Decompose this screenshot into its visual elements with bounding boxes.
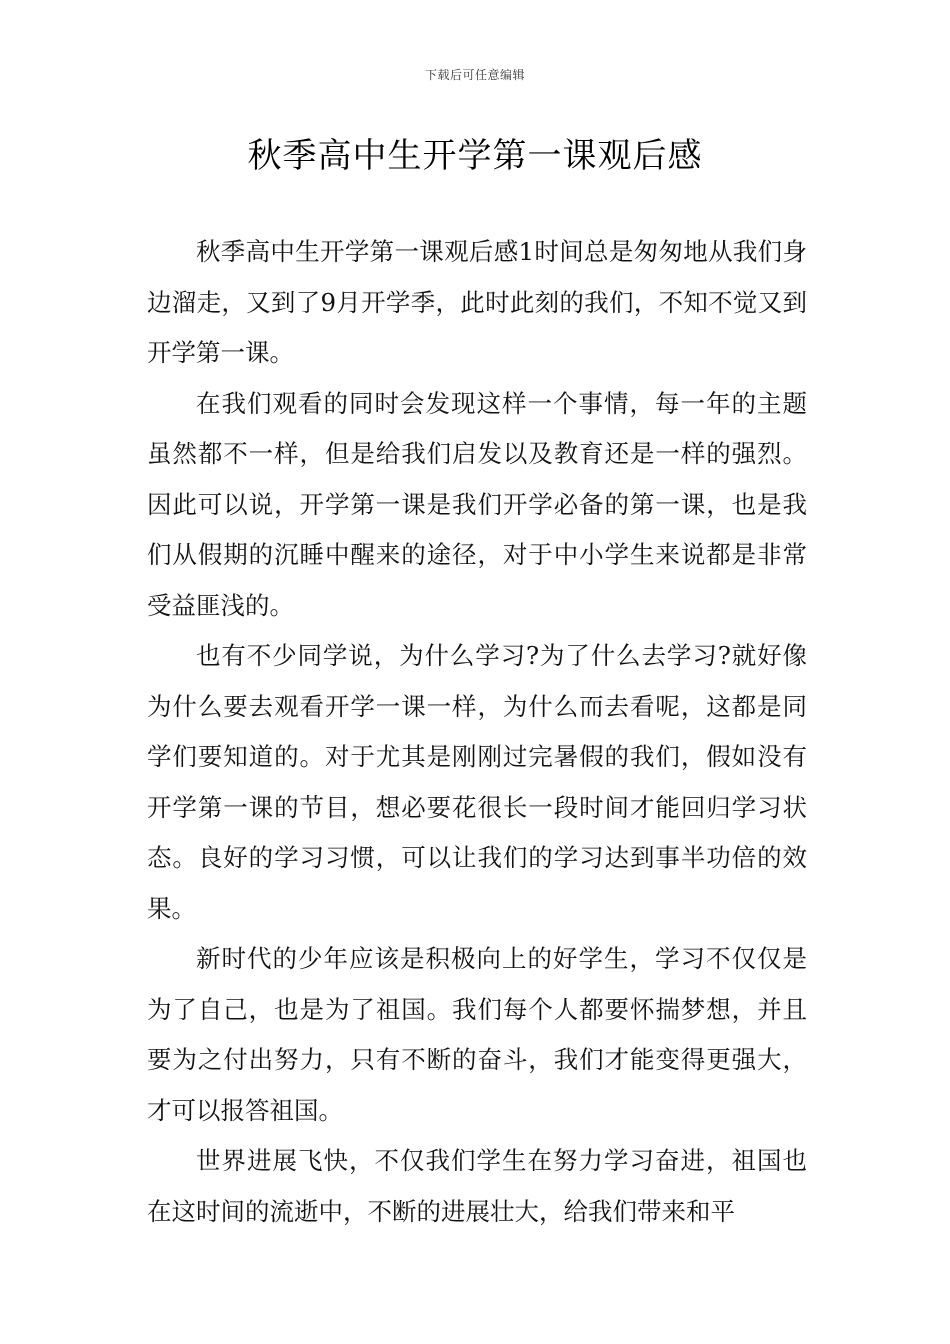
header-note: 下载后可任意编辑 — [424, 68, 525, 82]
document-title: 秋季高中生开学第一课观后感 — [247, 136, 703, 176]
paragraph: 在我们观看的同时会发现这样一个事情，每一年的主题虽然都不一样，但是给我们启发以及教育还是一样的强烈。因此可以说，开学第一课是我们开学必备的第一课，也是我们从假期的沉睡中醒来的途径，对于中小学生来说都是非常受益匪浅的。 — [147, 388, 807, 620]
paragraph: 也有不少同学说，为什么学习?为了什么去学习?就好像为什么要去观看开学一课一样，为什么而去看呢，这都是同学们要知道的。对于尤其是刚刚过完暑假的我们，假如没有开学第一课的节目，想必要花很长一段时间才能回归学习状态。良好的学习习惯，可以让我们的学习达到事半功倍的效果。 — [147, 641, 807, 923]
paragraph: 秋季高中生开学第一课观后感1时间总是匆匆地从我们身边溜走，又到了9月开学季，此时此刻的我们，不知不觉又到开学第一课。 — [147, 237, 807, 367]
document-body — [147, 227, 807, 1237]
paragraph: 世界进展飞快，不仅我们学生在努力学习奋进，祖国也在这时间的流逝中，不断的进展壮大，给我们带来和平 — [147, 1146, 807, 1226]
paragraph: 新时代的少年应该是积极向上的好学生，学习不仅仅是为了自己，也是为了祖国。我们每个人都要怀揣梦想，并且要为之付出努力，只有不断的奋斗，我们才能变得更强大，才可以报答祖国。 — [147, 944, 807, 1125]
